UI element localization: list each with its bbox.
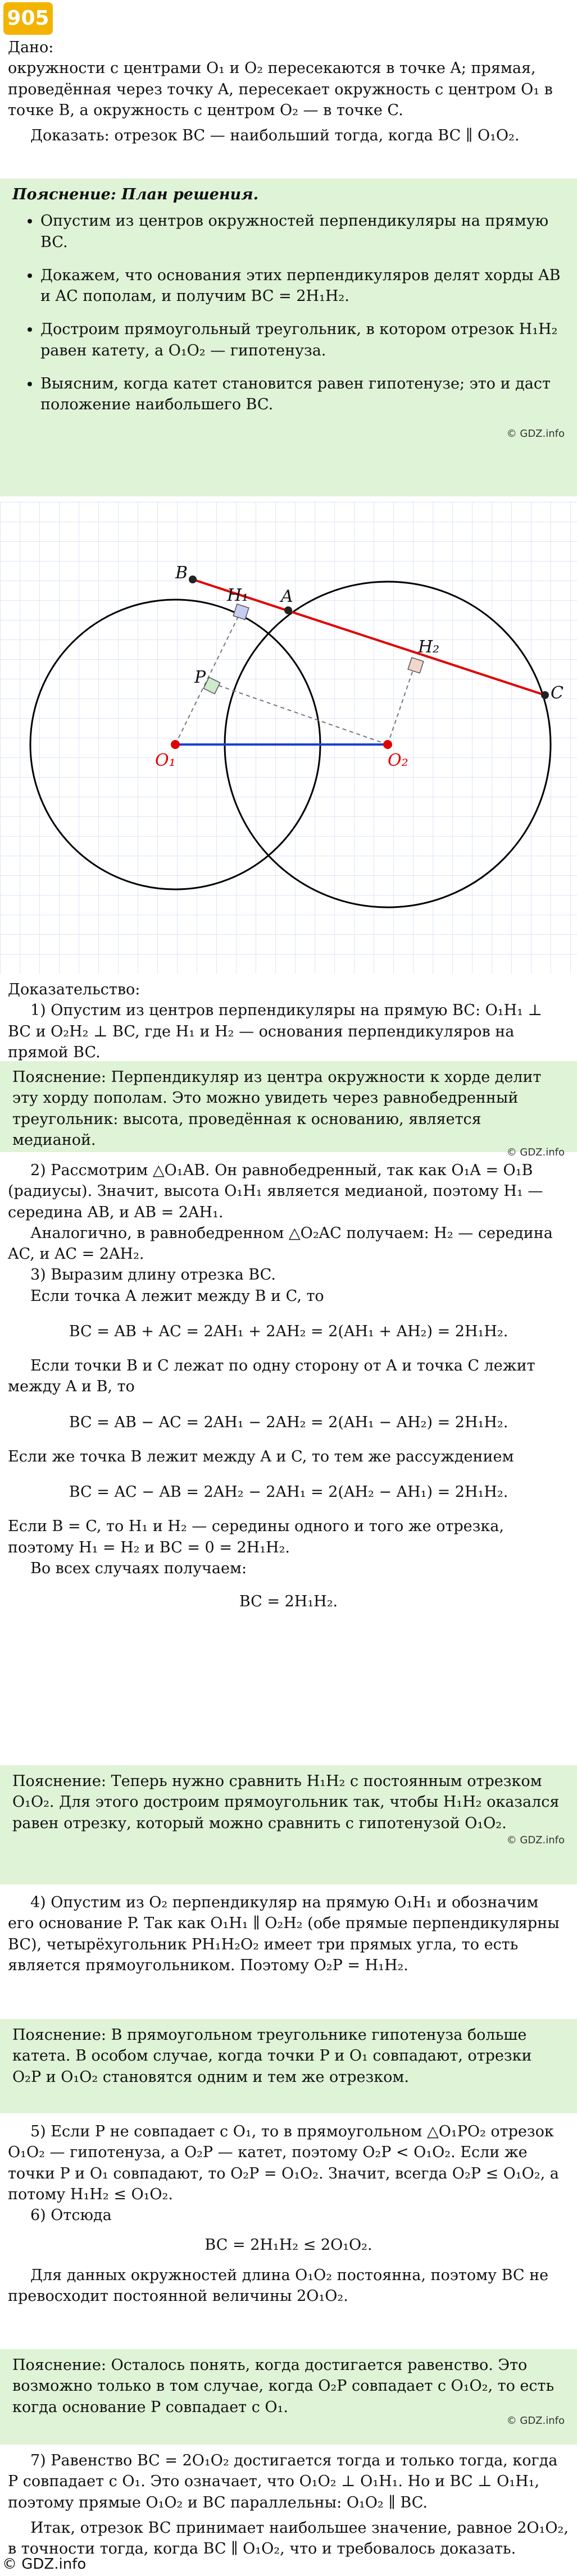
equation-4: BC = 2H₁H₂. <box>239 1593 338 1610</box>
proof-section-2 <box>0 1160 577 1612</box>
label-a: A <box>281 587 293 606</box>
prove-statement: Доказать: отрезок BC — наибольший тогда, когда BC ∥ O₁O₂. <box>30 127 520 144</box>
note-perpendicular <box>0 1061 577 1158</box>
geometry-figure <box>0 502 577 974</box>
grid-background <box>0 502 577 974</box>
proof-step-2b: Аналогично, в равнобедренном △O₂AC получаем: H₂ — середина AC, и AC = 2AH₂. <box>8 1224 553 1263</box>
problem-number-badge: 905 <box>3 2 53 35</box>
proof-step-7: 7) Равенство BC = 2O₁O₂ достигается тогда и только тогда, когда P совпадает с O₁. Это означает, что O₁O₂ ⊥ O₁H₁. Но и BC ⊥ O₁H₁, поэтому прямые O₁O₂ и BC параллельны: O₁O₂ ∥ BC. <box>8 2452 558 2511</box>
proof-label: Доказательство: <box>8 981 140 998</box>
note-perpendicular-text: Пояснение: Перпендикуляр из центра окружности к хорде делит эту хорду пополам. Это можно увидеть через равнобедренный треугольник: высота, проведённая к основанию, является медианой. <box>12 1068 542 1149</box>
proof-step-3: 3) Выразим длину отрезка BC. <box>30 1266 276 1284</box>
proof-section-3 <box>0 1892 577 1976</box>
proof-step-1: 1) Опустим из центров перпендикуляры на прямую BC: O₁H₁ ⊥ BC и O₂H₂ ⊥ BC, где H₁ и H₂ — основания перпендикуляров на прямой BC. <box>8 1002 542 1061</box>
note-rectangle-text: Пояснение: Теперь нужно сравнить H₁H₂ с постоянным отрезком O₁O₂. Для этого достроим прямоугольник так, чтобы H₁H₂ оказался равен отрезку, который можно сравнить с гипотенузой O₁O₂. <box>12 1773 560 1832</box>
proof-case-3: Если же точка B лежит между A и C, то тем же рассуждением <box>8 1447 514 1465</box>
note-watermark: © GDZ.info <box>506 2414 565 2427</box>
proof-step-6b: Для данных окружностей длина O₁O₂ постоянна, поэтому BC не превосходит постоянной величины 2O₁O₂. <box>8 2266 549 2305</box>
equation-3: BC = AC − AB = 2AH₂ − 2AH₁ = 2(AH₂ − AH₁) = 2H₁H₂. <box>69 1483 508 1501</box>
proof-case-1: Если точка A лежит между B и C, то <box>30 1287 324 1305</box>
point-o1 <box>171 740 180 749</box>
proof-case-2: Если точки B и C лежат по одну сторону от A и точка C лежит между A и B, то <box>8 1357 535 1396</box>
plan-watermark: © GDZ.info <box>506 428 565 440</box>
equation-1: BC = AB + AC = 2AH₁ + 2AH₂ = 2(AH₁ + AH₂) = 2H₁H₂. <box>69 1322 508 1340</box>
note-equality-text: Пояснение: Осталось понять, когда достигается равенство. Это возможно только в том случае, когда O₂P совпадает с O₁O₂, то есть когда основание P совпадает с O₁. <box>12 2356 555 2416</box>
proof-step-5: 5) Если P не совпадает с O₁, то в прямоугольном △O₁PO₂ отрезок O₁O₂ — гипотенуза, а O₂P — катет, поэтому O₂P < O₁O₂. Если же точки P и O₁ совпадают, то O₂P = O₁O₂. Значит, всегда O₂P ≤ O₁O₂, а потому H₁H₂ ≤ O₁O₂. <box>8 2123 559 2203</box>
label-o1: O₁ <box>155 751 176 770</box>
label-p: P <box>194 668 206 687</box>
note-watermark: © GDZ.info <box>506 1834 565 1846</box>
proof-case-4: Если B = C, то H₁ и H₂ — середины одного и того же отрезка, поэтому H₁ = H₂ и BC = 0 = 2H₁H₂. <box>8 1518 504 1556</box>
note-equality <box>0 2349 577 2445</box>
given-label: Дано: <box>8 39 54 56</box>
plan-item: • Опустим из центров окружностей перпендикуляры на прямую BC. <box>40 211 565 253</box>
label-h1: H₁ <box>227 586 249 605</box>
proof-section-4 <box>0 2121 577 2306</box>
label-o2: O₂ <box>388 751 408 770</box>
plan-item: • Выясним, когда катет становится равен гипотенузе; это и даст положение наибольшего BC. <box>40 373 565 415</box>
point-c <box>541 691 549 699</box>
plan-item: • Достроим прямоугольный треугольник, в котором отрезок H₁H₂ равен катету, а O₁O₂ — гипотенуза. <box>40 319 565 361</box>
note-hypotenuse <box>0 2019 577 2113</box>
equation-5: BC = 2H₁H₂ ≤ 2O₁O₂. <box>205 2236 372 2254</box>
given-section <box>0 37 577 146</box>
proof-step-6: 6) Отсюда <box>30 2207 112 2224</box>
proof-step-4: 4) Опустим из O₂ перпендикуляр на прямую O₁H₁ и обозначим его основание P. Так как O₁H₁ ∥ O₂H₂ (обе прямые перпендикулярны BC), четырёхугольник PH₁H₂O₂ имеет три прямых угла, то есть является прямоугольником. Поэтому O₂P = H₁H₂. <box>8 1894 560 1974</box>
label-c: C <box>551 683 564 703</box>
plan-list <box>12 211 565 415</box>
footer-watermark: © GDZ.info <box>2 2556 87 2573</box>
given-text: окружности с центрами O₁ и O₂ пересекаются в точке A; прямая, проведённая через точку A, пересекает окружность с центром O₁ в точке B, а окружность с центром O₂ — в точке C. <box>8 60 553 119</box>
note-hypotenuse-text: Пояснение: В прямоугольном треугольнике гипотенуза больше катета. В особом случае, когда точки P и O₁ совпадают, отрезки O₂P и O₁O₂ становятся одним и тем же отрезком. <box>12 2026 532 2086</box>
point-a <box>284 606 292 614</box>
note-rectangle <box>0 1765 577 1884</box>
proof-section-1 <box>0 979 577 1063</box>
point-b <box>189 576 197 583</box>
proof-all-cases: Во всех случаях получаем: <box>30 1559 247 1577</box>
proof-section-5 <box>0 2450 577 2559</box>
label-h2: H₂ <box>418 637 440 657</box>
equation-2: BC = AB − AC = 2AH₁ − 2AH₂ = 2(AH₁ − AH₂) = 2H₁H₂. <box>69 1413 508 1431</box>
plan-note <box>0 179 577 496</box>
proof-conclusion: Итак, отрезок BC принимает наибольшее значение, равное 2O₁O₂, в точности тогда, когда BC ∥ O₁O₂, что и требовалось доказать. <box>8 2519 569 2557</box>
point-o2 <box>383 740 392 749</box>
plan-item: • Докажем, что основания этих перпендикуляров делят хорды AB и AC пополам, и получим BC = 2H₁H₂. <box>40 265 565 307</box>
label-b: B <box>175 563 188 583</box>
plan-title: Пояснение: План решения. <box>12 186 259 203</box>
proof-step-2: 2) Рассмотрим △O₁AB. Он равнобедренный, так как O₁A = O₁B (радиусы). Значит, высота O₁H₁ является медианой, поэтому H₁ — середина AB, и AB = 2AH₁. <box>8 1162 543 1221</box>
note-watermark: © GDZ.info <box>506 1147 565 1158</box>
